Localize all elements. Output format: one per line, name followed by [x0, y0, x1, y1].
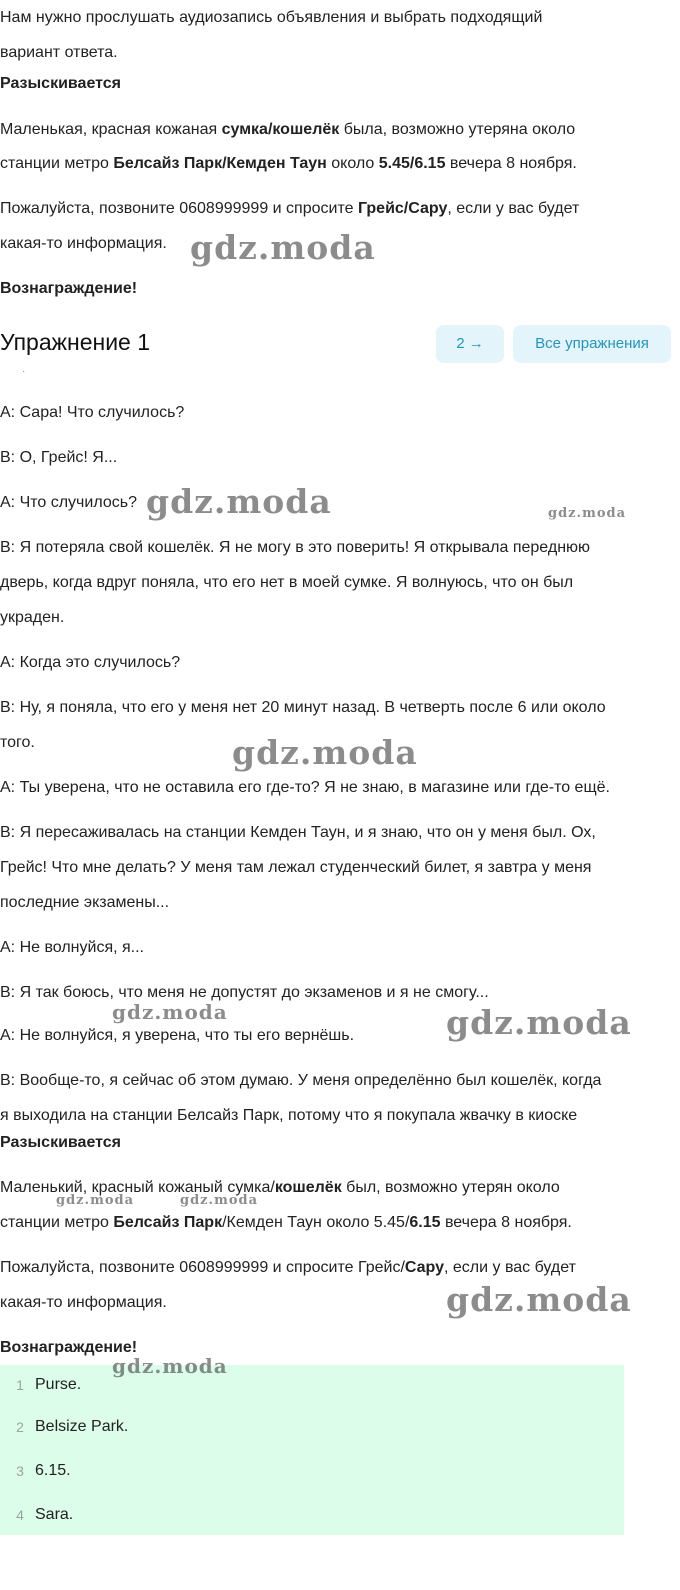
- dialogue-line: A: Не волнуйся, я...: [0, 939, 144, 956]
- ad1-line-2: станции метро Белсайз Парк/Кемден Таун около 5.45/6.15 вечера 8 ноября.: [0, 155, 577, 172]
- dialogue-line: A: Что случилось?: [0, 494, 137, 511]
- ad1-reward: Вознаграждение!: [0, 280, 138, 297]
- ad1-title: Разыскивается: [0, 75, 121, 92]
- watermark: gdz.moda: [548, 506, 627, 521]
- exercise-title: Упражнение 1: [0, 329, 151, 355]
- dialogue-line: я выходила на станции Белсайз Парк, потому что я покупала жвачку в киоске: [0, 1107, 578, 1124]
- dialogue-line: того.: [0, 734, 35, 751]
- answers-block: 1 Purse. 2 Belsize Park. 3 6.15. 4 Sara.: [0, 1365, 624, 1535]
- dialogue-line: B: Я пересаживалась на станции Кемден Таун, и я знаю, что он у меня был. Ох,: [0, 824, 596, 841]
- next-exercise-button[interactable]: 2 →: [436, 325, 504, 363]
- dialogue-line: A: Не волнуйся, я уверена, что ты его вернёшь.: [0, 1027, 355, 1044]
- dialogue-line: B: Ну, я поняла, что его у меня нет 20 минут назад. В четверть после 6 или около: [0, 699, 606, 716]
- dialogue-line: A: Сара! Что случилось?: [0, 404, 185, 421]
- intro-line-1: Нам нужно прослушать аудиозапись объявления и выбрать подходящий: [0, 9, 543, 26]
- dialogue-line: дверь, когда вдруг поняла, что его нет в моей сумке. Я волнуюсь, что он был: [0, 574, 574, 591]
- all-exercises-button[interactable]: Все упражнения: [513, 325, 671, 363]
- ad2-title: Разыскивается: [0, 1134, 121, 1151]
- ad2-line-2: станции метро Белсайз Парк/Кемден Таун около 5.45/6.15 вечера 8 ноября.: [0, 1214, 572, 1231]
- watermark: gdz.moda: [446, 1280, 632, 1319]
- ad1-line-3: Пожалуйста, позвоните 0608999999 и спросите Грейс/Сару, если у вас будет: [0, 200, 580, 217]
- ad1-line-1: Маленькая, красная кожаная сумка/кошелёк была, возможно утеряна около: [0, 121, 576, 138]
- dialogue-line: украден.: [0, 609, 65, 626]
- watermark: gdz.moda: [232, 733, 418, 772]
- watermark: gdz.moda: [56, 1193, 135, 1208]
- dialogue-line: B: О, Грейс! Я...: [0, 449, 118, 466]
- dialogue-line: A: Когда это случилось?: [0, 654, 181, 671]
- ad2-line-1: Маленький, красный кожаный сумка/кошелёк был, возможно утерян около: [0, 1179, 560, 1196]
- dialogue-line: B: Вообще-то, я сейчас об этом думаю. У меня определённо был кошелёк, когда: [0, 1072, 602, 1089]
- ad2-line-4: какая-то информация.: [0, 1294, 167, 1311]
- dialogue-line: Грейс! Что мне делать? У меня там лежал студенческий билет, я завтра у меня: [0, 859, 592, 876]
- watermark: gdz.moda: [112, 1000, 228, 1024]
- watermark: gdz.moda: [112, 1354, 228, 1378]
- watermark: gdz.moda: [180, 1193, 259, 1208]
- intro-line-2: вариант ответа.: [0, 44, 118, 61]
- watermark: gdz.moda: [190, 228, 376, 267]
- ad2-reward: Вознаграждение!: [0, 1339, 138, 1356]
- ad2-line-3: Пожалуйста, позвоните 0608999999 и спросите Грейс/Сару, если у вас будет: [0, 1259, 576, 1276]
- watermark: gdz.moda: [146, 482, 332, 521]
- dialogue-line: B: Я потеряла свой кошелёк. Я не могу в это поверить! Я открывала переднюю: [0, 539, 591, 556]
- scroll-marker: ·: [22, 366, 26, 377]
- watermark: gdz.moda: [446, 1003, 632, 1042]
- dialogue-line: последние экзамены...: [0, 894, 170, 911]
- dialogue-line: B: Я так боюсь, что меня не допустят до экзаменов и я не смогу...: [0, 984, 489, 1001]
- ad1-line-4: какая-то информация.: [0, 235, 167, 252]
- dialogue-line: A: Ты уверена, что не оставила его где-то? Я не знаю, в магазине или где-то ещё.: [0, 779, 610, 796]
